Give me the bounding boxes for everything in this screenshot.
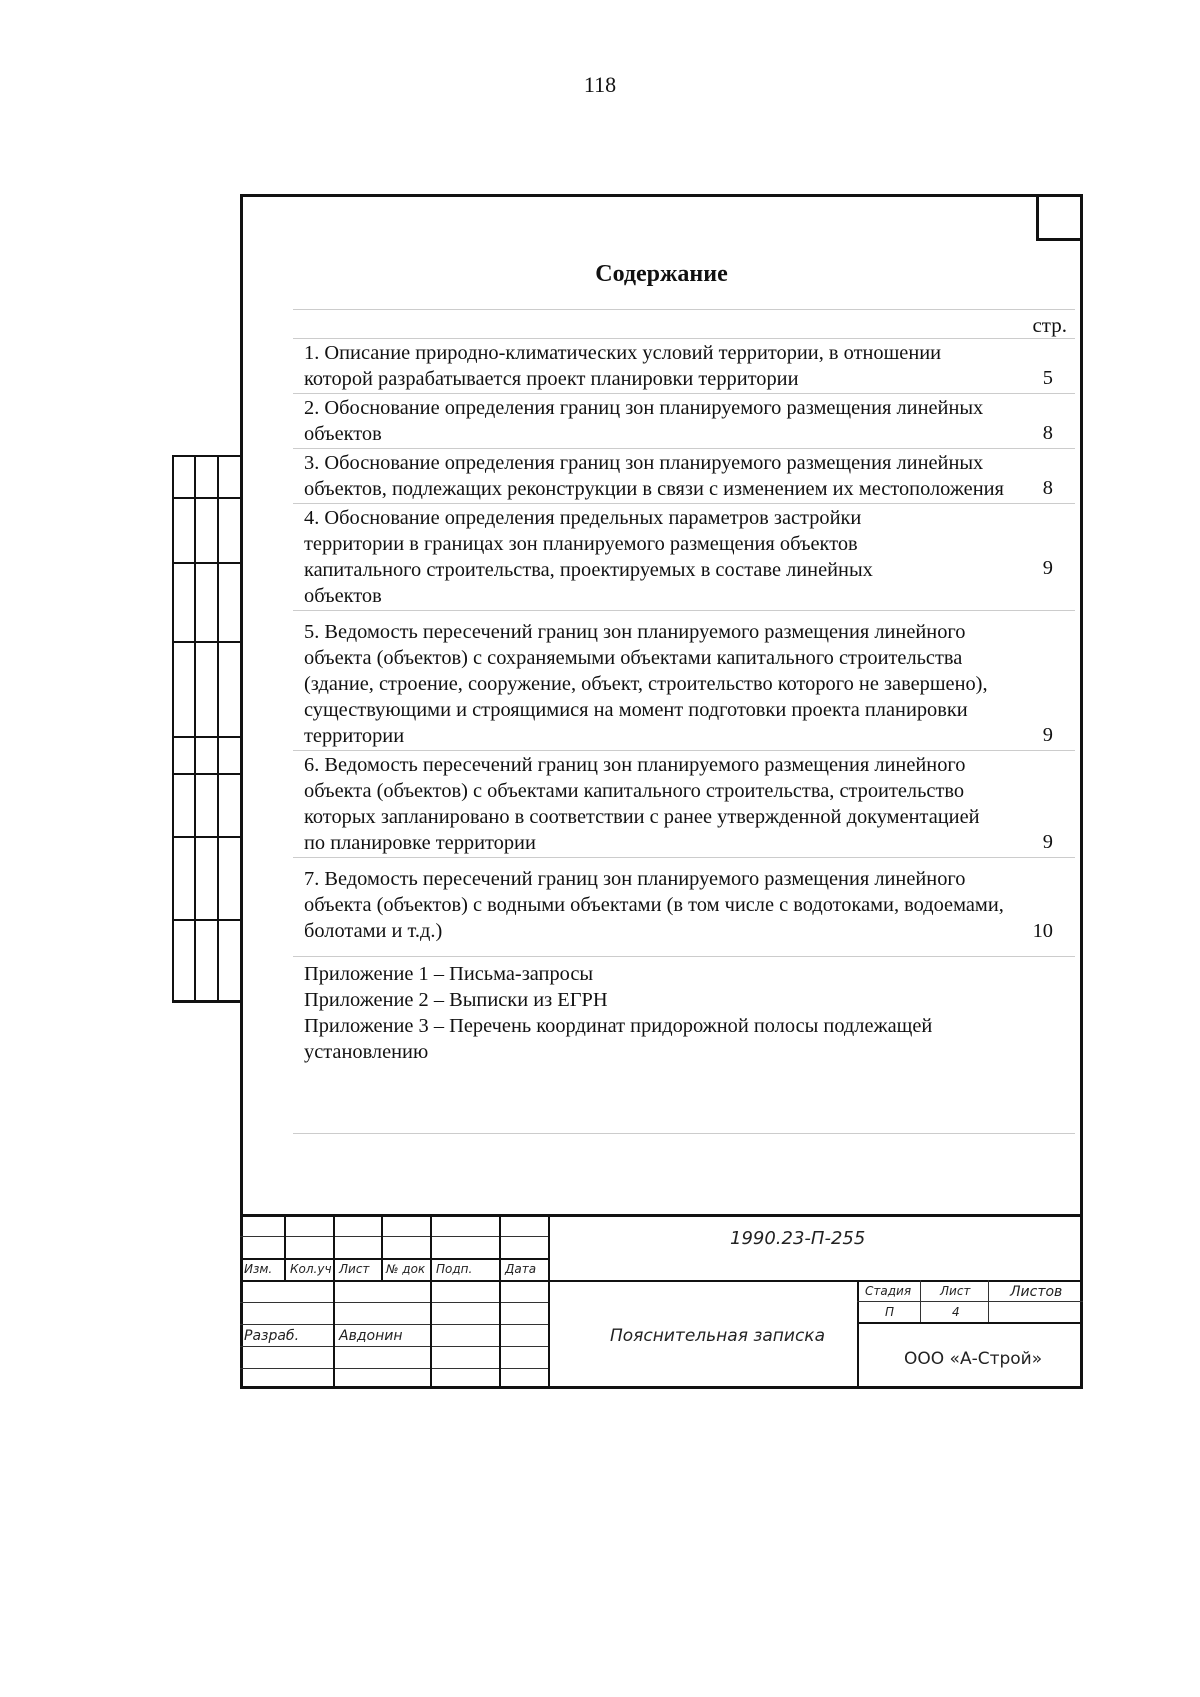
doc-code: 1990.23-П-255 (730, 1228, 866, 1249)
sheets-label: Листов (1010, 1284, 1063, 1300)
appendix-item: Приложение 1 – Письма-запросы (304, 963, 594, 985)
toc-item-text: 5. Ведомость пересечений границ зон планируемого размещения линейного объекта (объектов) с сохраняемыми объектами капитального строительства (здание, строение, сооружение, объект, строительство которого не завершено), существующими и строящимися на момент подготовки проекта планировки территории (304, 621, 988, 747)
toc-item-page: 5 (1042, 367, 1053, 389)
toc-item-text: 2. Обоснование определения границ зон планируемого размещения линейных объектов (304, 397, 984, 445)
side-stamp (172, 455, 240, 1003)
toc-item-page: 8 (1042, 477, 1053, 499)
toc-title: Содержание (595, 261, 728, 287)
corner-box (1036, 194, 1083, 241)
col-data-label: Дата (505, 1262, 537, 1276)
appendix-item: Приложение 3 – Перечень координат придорожной полосы подлежащей установлению (304, 1015, 933, 1063)
col-koluch-label: Кол.уч (290, 1262, 332, 1276)
toc-item-text: 7. Ведомость пересечений границ зон планируемого размещения линейного объекта (объектов) с водными объектами (в том числе с водотоками, водоемами, болотами и т.д.) (304, 868, 1004, 942)
toc-item-page: 10 (1032, 920, 1053, 942)
sheet-value: 4 (952, 1305, 960, 1319)
title-block (240, 1214, 1083, 1389)
toc-item-text: 1. Описание природно-климатических условий территории, в отношении которой разрабатывается проект планировки территории (304, 342, 942, 390)
col-list-label: Лист (339, 1262, 370, 1276)
col-podp-label: Подп. (436, 1262, 473, 1276)
toc-item-text: 6. Ведомость пересечений границ зон планируемого размещения линейного объекта (объектов) с объектами капитального строительства, строительство которых запланировано в соответствии с ранее утвержденной документацией по планировке территории (304, 754, 980, 854)
page-column-label: стр. (1032, 313, 1067, 337)
toc-item (293, 504, 1075, 611)
drawing-frame (240, 194, 1083, 1389)
toc-header (293, 309, 1075, 339)
toc-item (293, 751, 1075, 858)
toc-item (293, 449, 1075, 504)
table-of-contents (293, 309, 1075, 1134)
col-izm-label: Изм. (244, 1262, 273, 1276)
toc-item (293, 858, 1075, 957)
toc-item (293, 339, 1075, 394)
toc-item-page: 9 (1042, 724, 1053, 746)
doc-name: Пояснительная записка (610, 1326, 825, 1346)
razrab-name: Авдонин (339, 1328, 403, 1344)
sheet-label: Лист (940, 1284, 971, 1298)
appendix-list (293, 957, 1075, 1134)
toc-item-text: 3. Обоснование определения границ зон планируемого размещения линейных объектов, подлежащих реконструкции в связи с изменением их местоположения (304, 452, 1004, 500)
toc-item (293, 394, 1075, 449)
toc-item-page: 9 (1042, 557, 1053, 579)
page-number: 118 (583, 72, 617, 97)
toc-item-page: 8 (1042, 422, 1053, 444)
toc-item (293, 611, 1075, 751)
organization: ООО «А-Строй» (904, 1349, 1043, 1369)
razrab-label: Разраб. (244, 1328, 300, 1344)
stage-value: П (885, 1305, 895, 1319)
toc-item-text: 4. Обоснование определения предельных параметров застройки территории в границах зон планируемого размещения объектов капитального строительства, проектируемых в составе линейных объектов (304, 507, 873, 607)
toc-item-page: 9 (1042, 831, 1053, 853)
stage-label: Стадия (865, 1284, 912, 1298)
col-ndok-label: № док (386, 1262, 426, 1276)
appendix-item: Приложение 2 – Выписки из ЕГРН (304, 989, 608, 1011)
